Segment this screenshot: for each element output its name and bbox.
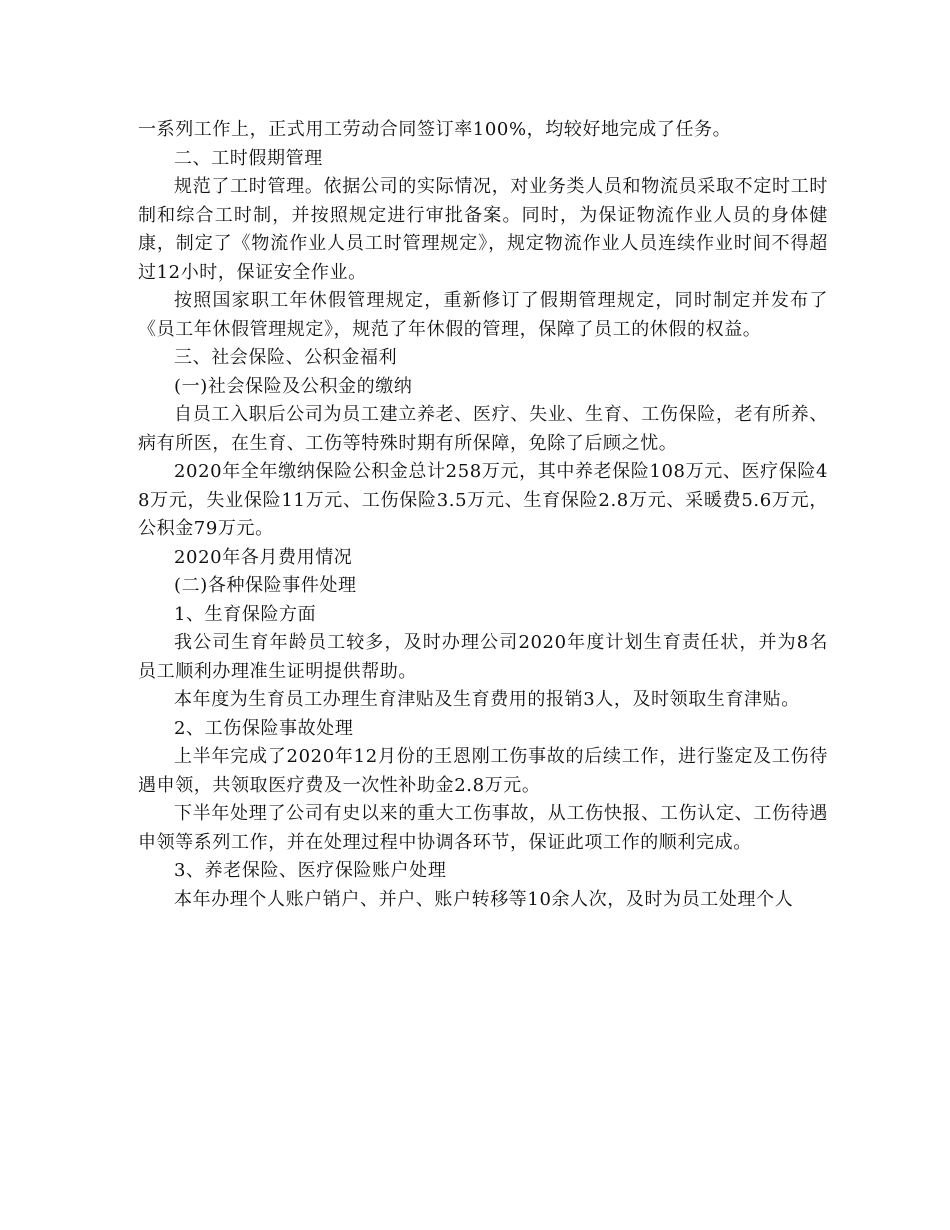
paragraph: 本年办理个人账户销户、并户、账户转移等10余人次，及时为员工处理个人 [174, 888, 794, 910]
item-heading: 3、养老保险、医疗保险账户处理 [174, 860, 447, 881]
paragraph: 我公司生育年龄员工较多，及时办理公司2020年度计划生育责任状，并为8名员工顺利办理准生证明提供帮助。 [138, 632, 828, 682]
subsection-heading: (二)各种保险事件处理 [174, 575, 357, 596]
paragraph: 2020年全年缴纳保险公积金总计258万元，其中养老保险108万元、医疗保险48万元，失业保险11万元、工伤保险3.5万元、生育保险2.8万元、采暖费5.6万元，公积金79万元。 [138, 461, 828, 539]
paragraph: 本年度为生育员工办理生育津贴及生育费用的报销3人，及时领取生育津贴。 [174, 689, 800, 710]
paragraph: 规范了工时管理。依据公司的实际情况，对业务类人员和物流员采取不定时工时制和综合工时制，并按照规定进行审批备案。同时，为保证物流作业人员的身体健康，制定了《物流作业人员工时管理规定》，规定物流作业人员连续作业时间不得超过12小时，保证安全作业。 [138, 176, 828, 283]
paragraph: 按照国家职工年休假管理规定，重新修订了假期管理规定，同时制定并发布了《员工年休假管理规定》，规范了年休假的管理，保障了员工的休假的权益。 [138, 290, 828, 340]
paragraph: 自员工入职后公司为员工建立养老、医疗、失业、生育、工伤保险，老有所养、病有所医，在生育、工伤等特殊时期有所保障，免除了后顾之忧。 [138, 404, 828, 454]
paragraph: 上半年完成了2020年12月份的王恩刚工伤事故的后续工作，进行鉴定及工伤待遇申领，共领取医疗费及一次性补助金2.8万元。 [138, 746, 828, 796]
paragraph: 一系列工作上，正式用工劳动合同签订率100%，均较好地完成了任务。 [138, 119, 732, 140]
item-heading: 1、生育保险方面 [174, 603, 317, 625]
section-heading: 三、社会保险、公积金福利 [174, 347, 398, 368]
paragraph: 下半年处理了公司有史以来的重大工伤事故，从工伤快报、工伤认定、工伤待遇申领等系列工作，并在处理过程中协调各环节，保证此项工作的顺利完成。 [138, 803, 828, 853]
subsection-heading: (一)社会保险及公积金的缴纳 [174, 375, 413, 397]
document-body [138, 116, 828, 914]
item-heading: 2、工伤保险事故处理 [174, 717, 354, 739]
section-heading: 二、工时假期管理 [174, 147, 323, 169]
paragraph: 2020年各月费用情况 [174, 546, 353, 568]
